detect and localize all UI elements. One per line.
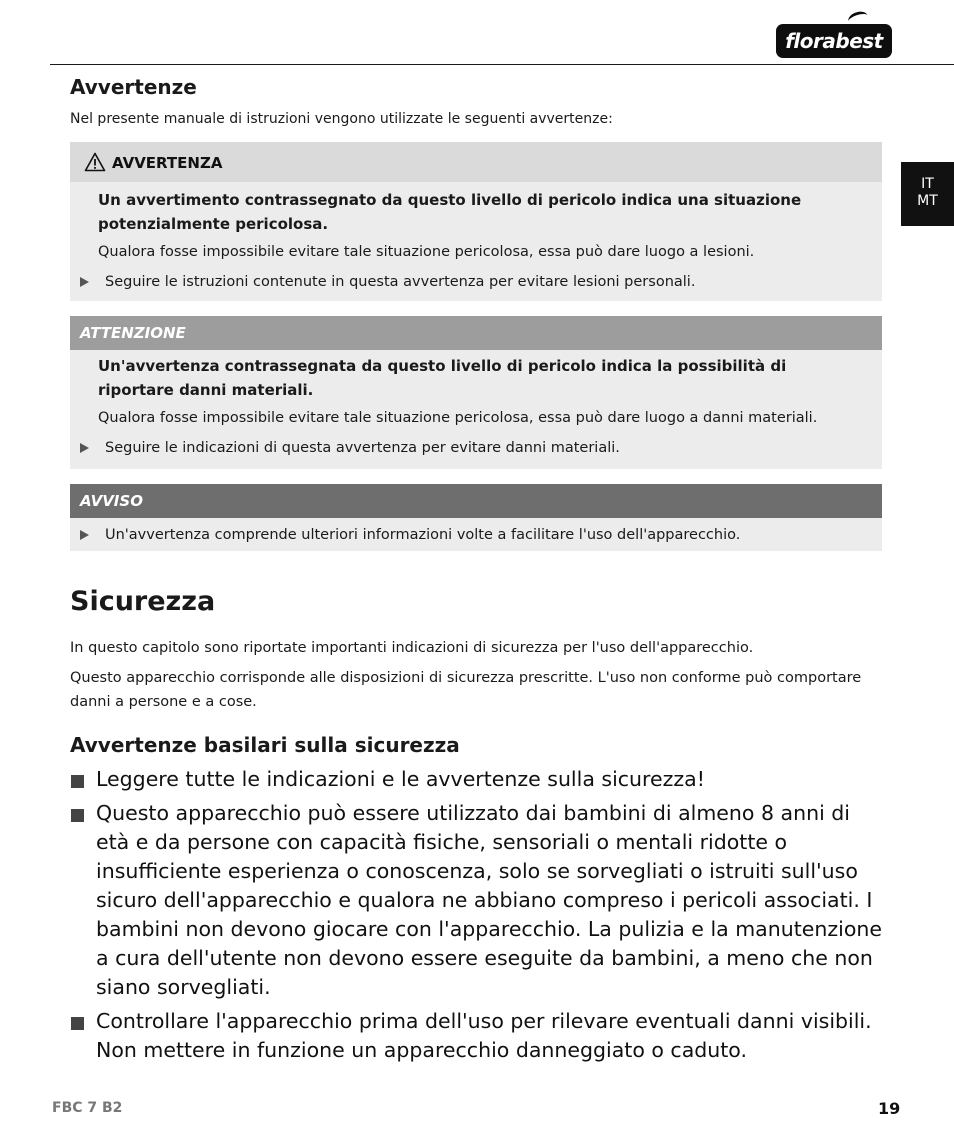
square-bullet-icon [71, 1017, 84, 1030]
notice-box-label: AVVISO [80, 492, 143, 510]
lang-code-mt: MT [917, 193, 938, 209]
square-bullet-icon [71, 775, 84, 788]
arrow-bullet-icon [80, 530, 89, 540]
caution-box [70, 316, 882, 469]
warning-box-bullet [70, 271, 882, 293]
arrow-bullet-icon [80, 443, 89, 453]
caution-box-bold-text: Un'avvertenza contrassegnata da questo livello di pericolo indica la possibilità di riportare danni materiali. [98, 357, 787, 399]
caution-box-text: Qualora fosse impossibile evitare tale situazione pericolosa, essa può dare luogo a danni materiali. [98, 410, 818, 426]
list-item [70, 799, 882, 1002]
section-title-safety: Sicurezza [70, 586, 216, 617]
caution-box-bullet [70, 437, 882, 459]
lang-code-it: IT [921, 176, 934, 192]
list-item [70, 1007, 882, 1065]
warning-box [70, 142, 882, 301]
list-item-text: Questo apparecchio può essere utilizzato dai bambini di almeno 8 anni di età e da persone con capacità fisiche, sensoriali o mentali ridotte o insufficiente esperienza o conoscenza, solo se sorvegliati o istruiti sull'uso sicuro dell'apparecchio e qualora ne abbiano compreso i pericoli associati. I bambini non devono giocare con l'apparecchio. La pulizia e la manutenzione a cura dell'utente non devono essere eseguite da bambini, a meno che non siano sorvegliati. [96, 801, 882, 999]
warning-box-header [70, 142, 882, 182]
notice-box-header [70, 484, 882, 518]
section-title-warnings: Avvertenze [70, 75, 197, 99]
safety-list [70, 765, 882, 1070]
caution-box-bullet-text: Seguire le indicazioni di questa avvertenza per evitare danni materiali. [105, 440, 620, 456]
list-item-text: Leggere tutte le indicazioni e le avvertenze sulla sicurezza! [96, 767, 705, 791]
brand-logo: florabest [776, 24, 892, 58]
language-tab [901, 162, 954, 226]
square-bullet-icon [71, 809, 84, 822]
caution-box-label: ATTENZIONE [80, 324, 186, 342]
warning-box-bold-text: Un avvertimento contrassegnato da questo livello di pericolo indica una situazione potenzialmente pericolosa. [98, 191, 802, 233]
notice-box-bullet-text: Un'avvertenza comprende ulteriori informazioni volte a facilitare l'uso dell'apparecchio. [105, 527, 741, 543]
notice-box [70, 484, 882, 551]
safety-para-1: In questo capitolo sono riportate importanti indicazioni di sicurezza per l'uso dell'apparecchio. [70, 640, 754, 656]
caution-box-header [70, 316, 882, 350]
list-item-text: Controllare l'apparecchio prima dell'uso per rilevare eventuali danni visibili. Non mettere in funzione un apparecchio danneggiato o caduto. [96, 1009, 872, 1062]
safety-subtitle: Avvertenze basilari sulla sicurezza [70, 733, 460, 757]
warnings-intro: Nel presente manuale di istruzioni vengono utilizzate le seguenti avvertenze: [70, 111, 613, 127]
notice-box-bullet [70, 524, 882, 546]
warning-box-text: Qualora fosse impossibile evitare tale situazione pericolosa, essa può dare luogo a lesioni. [98, 244, 755, 260]
warning-box-bullet-text: Seguire le istruzioni contenute in questa avvertenza per evitare lesioni personali. [105, 274, 696, 290]
arrow-bullet-icon [80, 277, 89, 287]
header-divider [50, 64, 954, 65]
page-number: 19 [878, 1099, 901, 1118]
safety-para-2: Questo apparecchio corrisponde alle disposizioni di sicurezza prescritte. L'uso non conforme può comportare danni a persone e a cose. [70, 670, 862, 710]
footer-model: FBC 7 B2 [52, 1100, 123, 1116]
warning-box-label: AVVERTENZA [112, 154, 223, 172]
list-item [70, 765, 882, 794]
warning-triangle-icon [84, 152, 106, 172]
